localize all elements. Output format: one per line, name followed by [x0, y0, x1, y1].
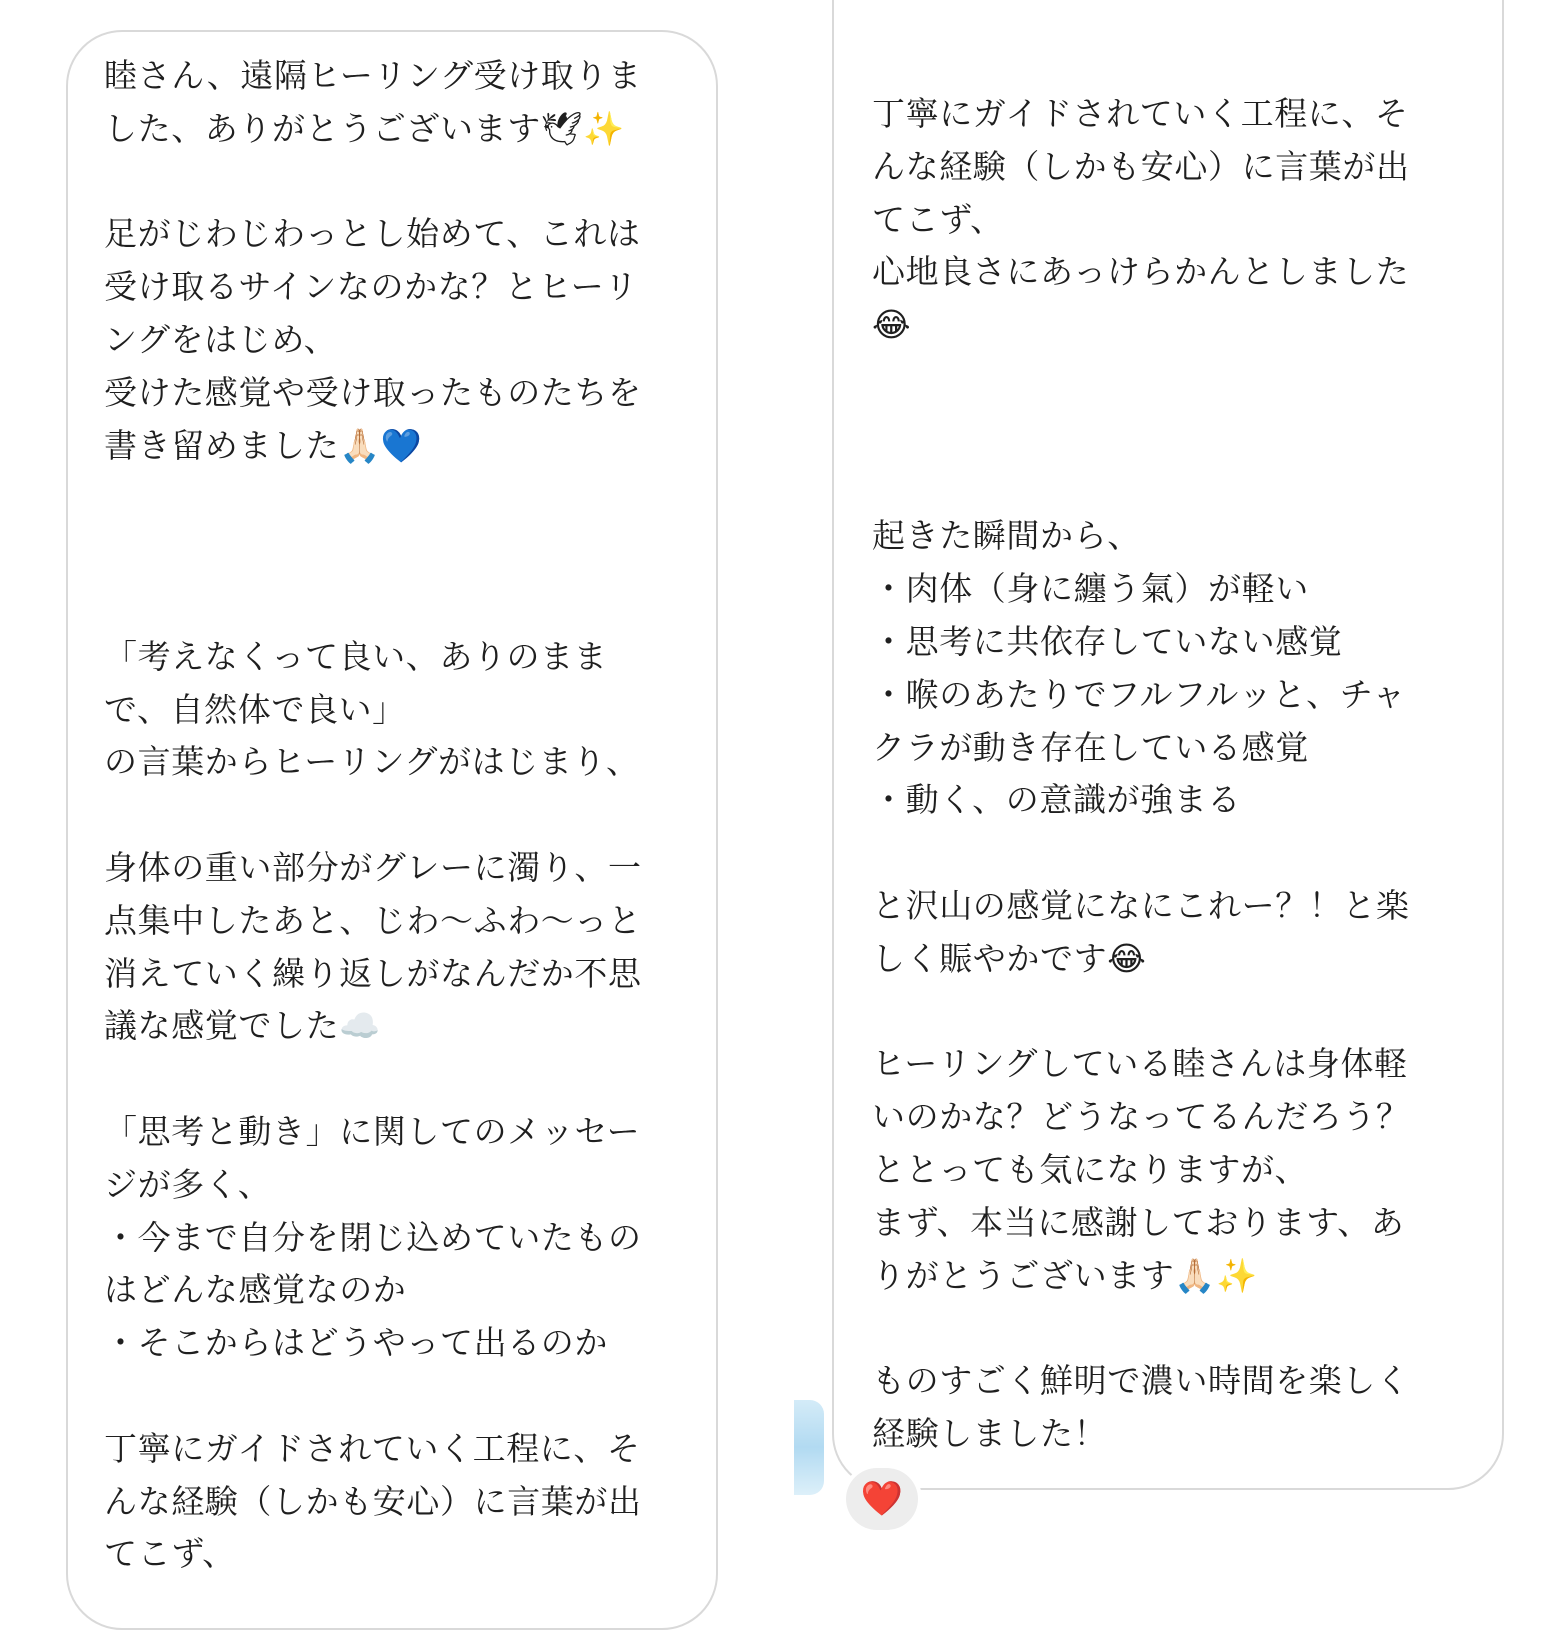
message-text-left: 睦さん、遠隔ヒーリング受け取りま した、ありがとうございます🕊✨ 足がじわじわっとし始めて、これは 受け取るサインなのかな？とヒーリ ングをはじめ、 受けた感覚や受け取ったものたちを 書き留めました🙏🏻💙 「考えなくって良い、ありのまま で、自然体で良い」 の言葉からヒーリングがはじまり、 身体の重い部分がグレーに濁り、一 点集中したあと、じわ〜ふわ〜っと 消えていく繰り返しがなんだか不思 議な感覚でした☁️ 「思考と動き」に関してのメッセー ジが多く、 ・今まで自分を閉じ込めていたもの はどんな感覚なのか ・そこからはどうやって出るのか 丁寧にガイドされていく工程に、そ んな経験（しかも安心）に言葉が出 てこず、	[104, 56, 642, 1574]
message-text-right: 丁寧にガイドされていく工程に、そ んな経験（しかも安心）に言葉が出 てこず、 心地良さにあっけらかんとしました 😂 起きた瞬間から、 ・肉体（身に纏う氣）が軽い ・思考に共依存していない感覚 ・喉のあたりでフルフルッと、チャ クラが動き存在している感覚 ・動く、の意識が強まる と沢山の感覚になにこれー？！と楽 しく賑やかです😂 ヒーリングしている睦さんは身体軽 いのかな？どうなってるんだろう？ ととっても気になりますが、 まず、本当に感謝しております、あ りがとうございます🙏🏻✨ ものすごく鮮明で濃い時間を楽しく 経験しました！	[872, 94, 1410, 1453]
partial-image-edge	[794, 1400, 824, 1495]
heart-icon: ❤️	[860, 1479, 904, 1519]
reaction-badge[interactable]	[846, 1468, 918, 1530]
